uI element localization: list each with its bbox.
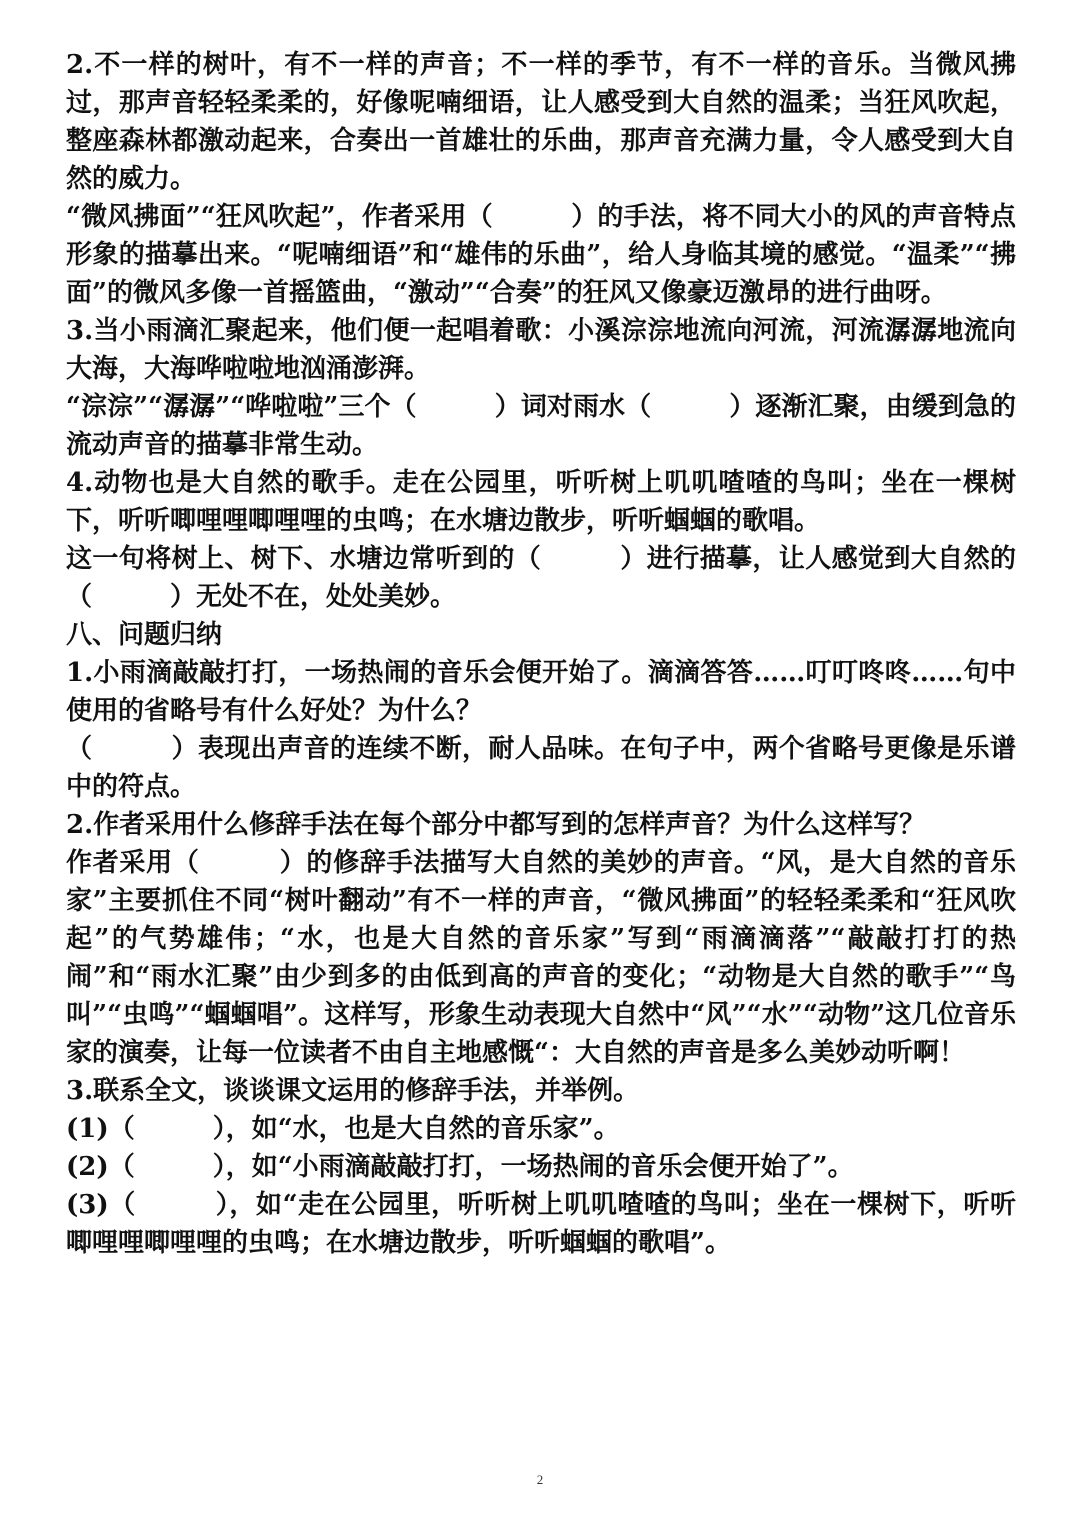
answer-1: （ ）表现出声音的连续不断，耐人品味。在句子中，两个省略号更像是乐谱中的符点。 <box>66 734 1016 802</box>
question-3: 3.联系全文，谈谈课文运用的修辞手法，并举例。 <box>66 1076 640 1106</box>
question-1: 1.小雨滴敲敲打打，一场热闹的音乐会便开始了。滴滴答答……叮叮咚咚……句中使用的省略号有什么好处？为什么？ <box>66 658 1016 726</box>
paragraph-2-passage: 2.不一样的树叶，有不一样的声音；不一样的季节，有不一样的音乐。当微风拂过，那声音轻轻柔柔的，好像呢喃细语，让人感受到大自然的温柔；当狂风吹起，整座森林都激动起来，合奏出一首雄壮的乐曲，那声音充满力量，令人感受到大自然的威力。 <box>66 50 1016 194</box>
section-heading: 八、问题归纳 <box>66 620 223 650</box>
answer-3-item-2: (2)（ ），如“小雨滴敲敲打打，一场热闹的音乐会便开始了”。 <box>66 1152 854 1182</box>
paragraph-2-exercise: “微风拂面”“狂风吹起”，作者采用（ ）的手法，将不同大小的风的声音特点形象的描摹出来。“呢喃细语”和“雄伟的乐曲”，给人身临其境的感觉。“温柔”“拂面”的微风多像一首摇篮曲，“激动”“合奏”的狂风又像豪迈激昂的进行曲呀。 <box>66 202 1016 308</box>
answer-2: 作者采用（ ）的修辞手法描写大自然的美妙的声音。“风，是大自然的音乐家”主要抓住不同“树叶翻动”有不一样的声音，“微风拂面”的轻轻柔柔和“狂风吹起”的气势雄伟；“水，也是大自然的音乐家”写到“雨滴滴落”“敲敲打打的热闹”和“雨水汇聚”由少到多的由低到高的声音的变化；“动物是大自然的歌手”“鸟叫”“虫鸣”“蝈蝈唱”。这样写，形象生动表现大自然中“风”“水”“动物”这几位音乐家的演奏，让每一位读者不由自主地感慨“：大自然的声音是多么美妙动听啊！ <box>66 848 1016 1068</box>
page-number: 2 <box>536 1472 544 1487</box>
answer-3-item-1: (1)（ ），如“水，也是大自然的音乐家”。 <box>66 1114 620 1144</box>
paragraph-4-exercise: 这一句将树上、树下、水塘边常听到的（ ）进行描摹，让人感觉到大自然的（ ）无处不在，处处美妙。 <box>66 544 1016 612</box>
question-2: 2.作者采用什么修辞手法在每个部分中都写到的怎样声音？为什么这样写？ <box>66 810 926 840</box>
document-body <box>66 46 1016 1262</box>
paragraph-3-passage: 3.当小雨滴汇聚起来，他们便一起唱着歌：小溪淙淙地流向河流，河流潺潺地流向大海，大海哗啦啦地汹涌澎湃。 <box>66 316 1016 384</box>
answer-3-item-3: (3)（ ），如“走在公园里，听听树上叽叽喳喳的鸟叫；坐在一棵树下，听听唧哩哩唧哩哩的虫鸣；在水塘边散步，听听蝈蝈的歌唱”。 <box>66 1190 1016 1258</box>
paragraph-4-passage: 4.动物也是大自然的歌手。走在公园里，听听树上叽叽喳喳的鸟叫；坐在一棵树下，听听唧哩哩唧哩哩的虫鸣；在水塘边散步，听听蝈蝈的歌唱。 <box>66 468 1016 536</box>
paragraph-3-exercise: “淙淙”“潺潺”“哗啦啦”三个（ ）词对雨水（ ）逐渐汇聚，由缓到急的流动声音的描摹非常生动。 <box>66 392 1016 460</box>
